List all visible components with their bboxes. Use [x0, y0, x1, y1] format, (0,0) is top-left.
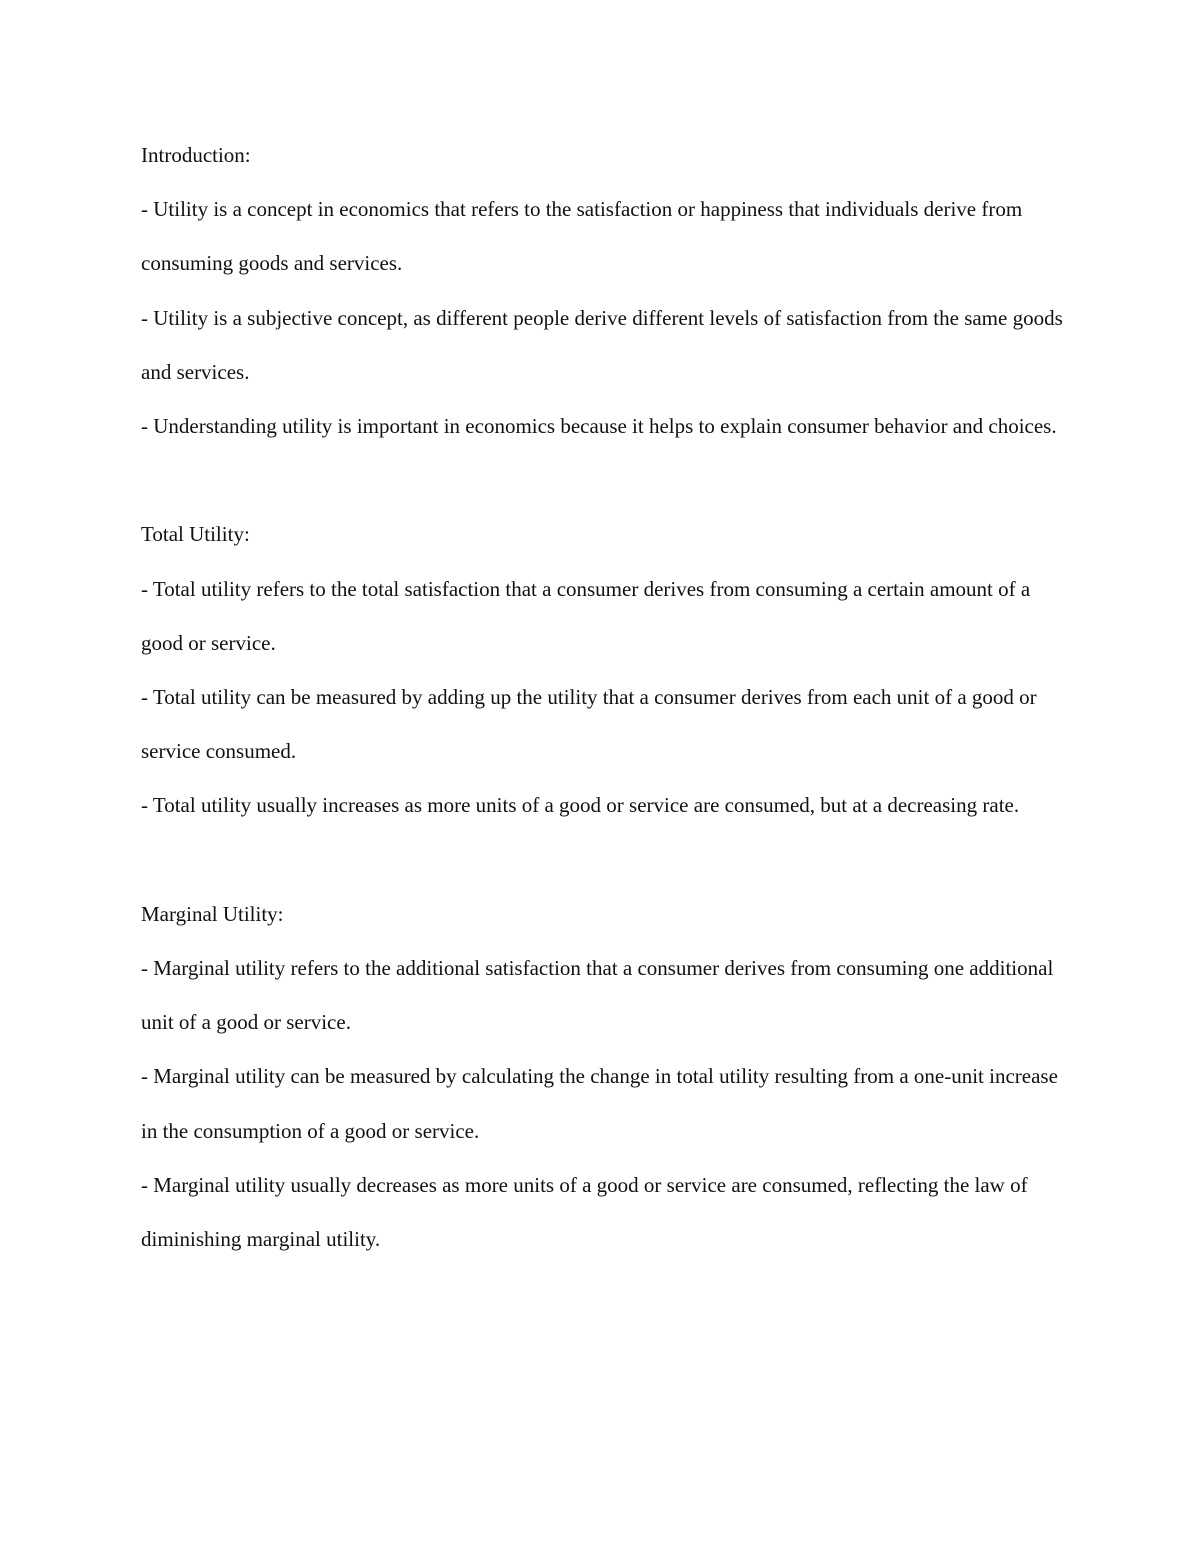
section-heading: Total Utility:	[141, 522, 250, 547]
bullet-item: - Utility is a subjective concept, as different people derive different levels of satisfaction from the same goods and services.	[141, 305, 1063, 384]
section-marginal-utility	[141, 887, 1071, 1266]
bullet-item: - Marginal utility can be measured by calculating the change in total utility resulting from a one-unit increase in the consumption of a good or service.	[141, 1064, 1058, 1143]
bullet-item: - Utility is a concept in economics that refers to the satisfaction or happiness that individuals derive from consuming goods and services.	[141, 197, 1023, 276]
bullet-item: - Total utility refers to the total satisfaction that a consumer derives from consuming a certain amount of a good or service.	[141, 576, 1031, 655]
bullet-item: - Marginal utility usually decreases as more units of a good or service are consumed, reflecting the law of diminishing marginal utility.	[141, 1172, 1028, 1252]
bullet-item: - Total utility can be measured by adding up the utility that a consumer derives from each unit of a good or service consumed.	[141, 685, 1037, 764]
document-body	[141, 128, 1071, 1266]
section-introduction	[141, 128, 1071, 453]
section-heading: Marginal Utility:	[141, 901, 284, 926]
bullet-item: - Understanding utility is important in economics because it helps to explain consumer behavior and choices.	[141, 414, 1057, 439]
section-total-utility	[141, 507, 1071, 832]
bullet-item: - Total utility usually increases as more units of a good or service are consumed, but at a decreasing rate.	[141, 793, 1020, 818]
bullet-item: - Marginal utility refers to the additional satisfaction that a consumer derives from consuming one additional unit of a good or service.	[141, 956, 1054, 1035]
section-heading: Introduction:	[141, 143, 251, 167]
